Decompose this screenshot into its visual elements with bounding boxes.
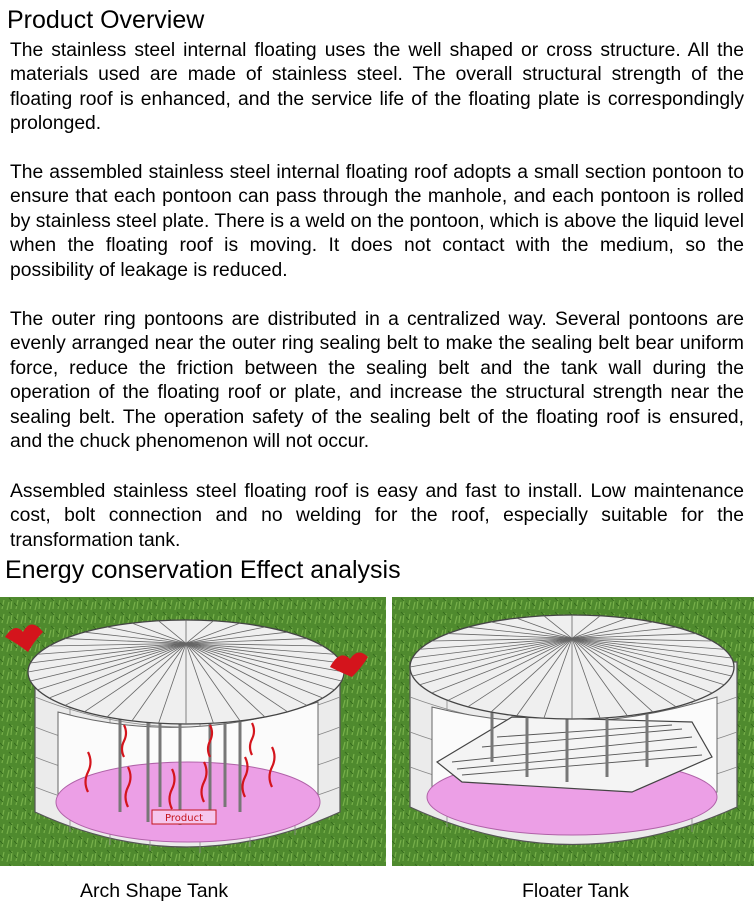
- liquid-surface: [56, 762, 320, 842]
- floater-tank-caption: Floater Tank: [522, 880, 629, 902]
- arch-tank-caption: Arch Shape Tank: [80, 880, 229, 902]
- overview-paragraph-2: The assembled stainless steel internal floating roof adopts a small section pontoon to ensure that each pontoon can pass through the manhole, and each pontoon is rolled by stainless steel plate. There is a weld on the pontoon, which is above the liquid level when the floating roof is moving. It does not contact with the medium, so the possibility of leakage is reduced.: [10, 162, 744, 281]
- overview-paragraph-4: Assembled stainless steel floating roof is easy and fast to install. Low maintenance cost, bolt connection and no welding for the roof, especially suitable for the transformation tank.: [10, 481, 744, 551]
- arch-tank-illustration: [0, 597, 386, 866]
- overview-paragraph-3: The outer ring pontoons are distributed in a centralized way. Several pontoons are evenly arranged near the outer ring sealing belt to make the sealing belt bear uniform force, reduce the friction between the sealing belt and the tank wall during the operation of the floating roof or plate, and increase the structural strength near the sealing belt. The operation safety of the sealing belt of the floating roof is ensured, and the chuck phenomenon will not occur.: [10, 309, 744, 453]
- overview-paragraph-1: The stainless steel internal floating uses the well shaped or cross structure. All the materials used are made of stainless steel. The overall structural strength of the floating roof is enhanced, and the service life of the floating plate is correspondingly prolonged.: [10, 40, 744, 135]
- product-label: Product: [165, 813, 203, 824]
- section-heading-product-overview: Product Overview: [7, 6, 205, 34]
- floater-tank-illustration: [392, 597, 754, 866]
- section-heading-energy-analysis: Energy conservation Effect analysis: [5, 556, 401, 584]
